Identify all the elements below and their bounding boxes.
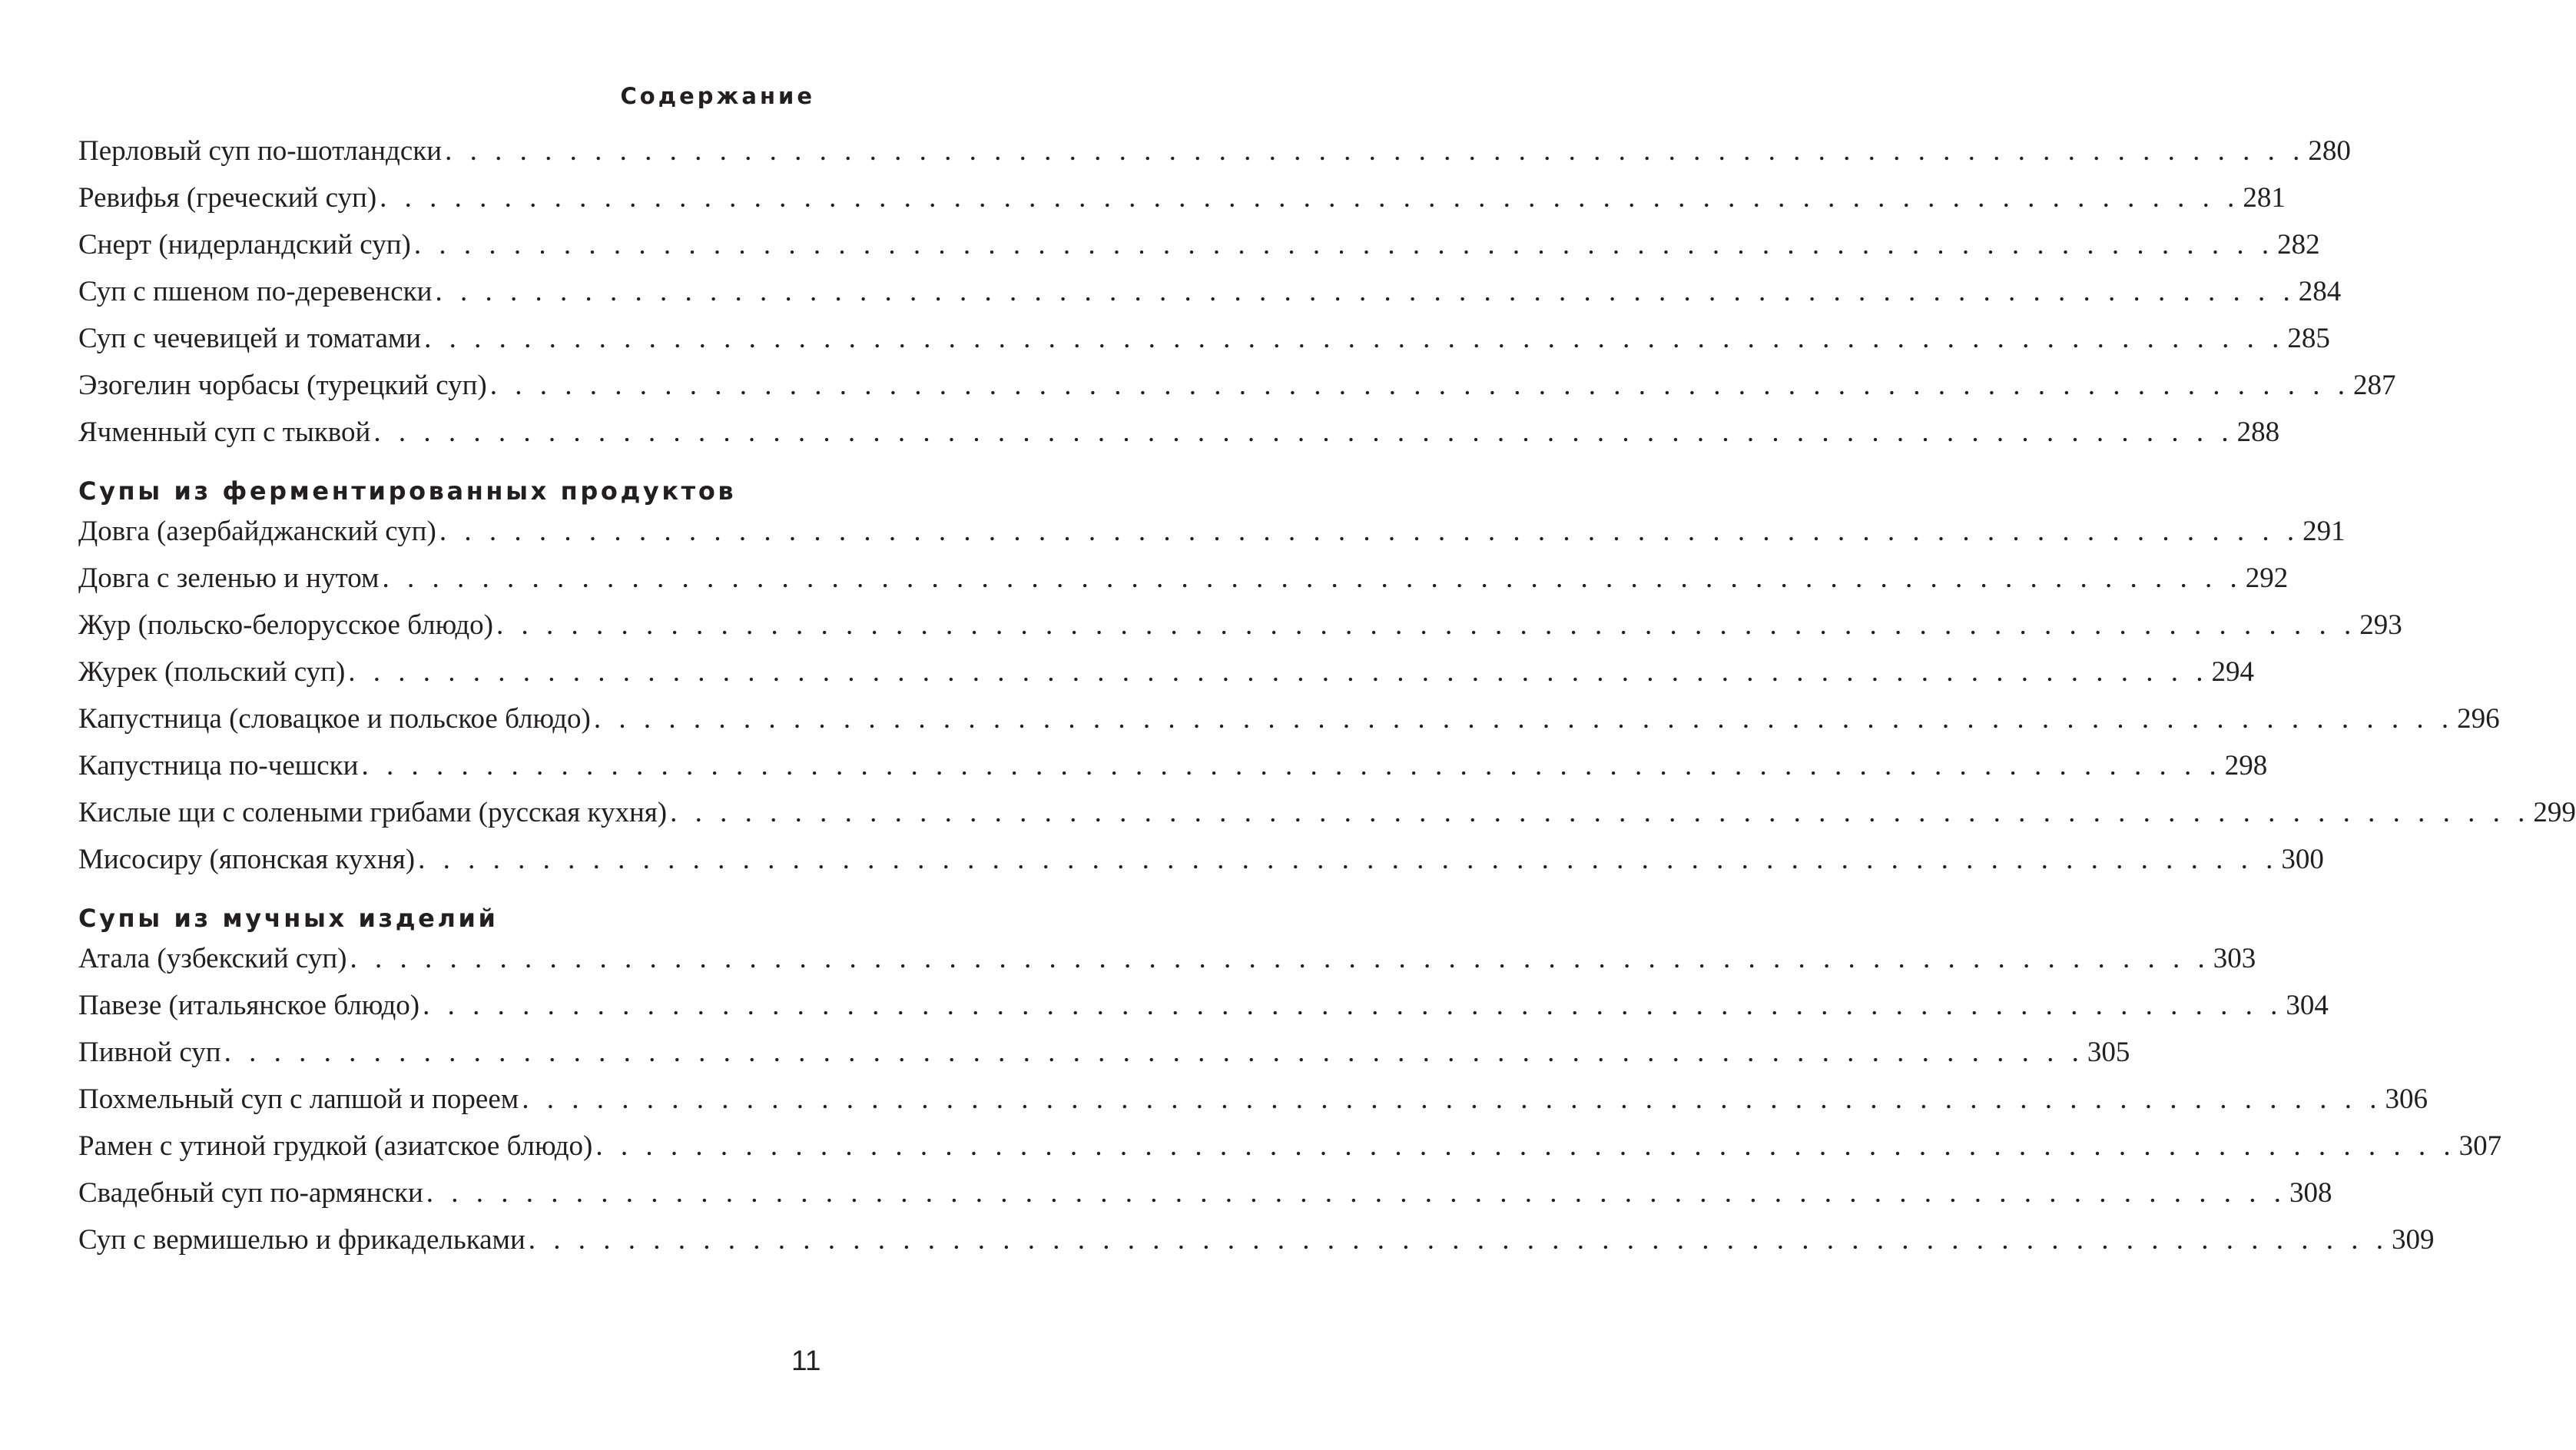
toc-entry xyxy=(78,609,2402,655)
toc-entry-title: Рамен с утиной грудкой (азиатское блюдо) xyxy=(78,1130,593,1162)
toc-entry xyxy=(78,416,2280,463)
dot-leader: . . . . . . . . . . . . . . . . . . . . . . . . . . . . . . . . . . . . . . . . . . . . . . . . . . . . . . . . . . . . . . . . . . . . . . . . . . . xyxy=(528,1224,2389,1256)
toc-entry xyxy=(78,1130,2502,1176)
toc-entry-title: Пивной суп xyxy=(78,1037,221,1068)
toc-entry xyxy=(78,989,2329,1036)
dot-leader: . . . . . . . . . . . . . . . . . . . . . . . . . . . . . . . . . . . . . . . . . . . . . . . . . . . . . . . . . . . . . . . . . . . . . . . . . . . xyxy=(670,797,2531,828)
toc-entry-page: 304 xyxy=(2286,990,2329,1021)
toc-entry-page: 284 xyxy=(2298,276,2342,307)
toc-entry-title: Журек (польский суп) xyxy=(78,656,346,688)
toc-entry-page: 308 xyxy=(2289,1177,2332,1209)
toc-entry-title: Довга (азербайджанский суп) xyxy=(78,516,436,547)
toc-entry xyxy=(78,515,2346,562)
toc-entry-title: Суп с пшеном по-деревенски xyxy=(78,276,433,307)
toc-entry xyxy=(78,322,2330,369)
toc-entry xyxy=(78,1083,2428,1130)
toc-entry-title: Жур (польско-белорусское блюдо) xyxy=(78,609,493,641)
toc-entry-page: 291 xyxy=(2302,516,2346,547)
dot-leader: . . . . . . . . . . . . . . . . . . . . . . . . . . . . . . . . . . . . . . . . . . . . . . . . . . . . . . . . . . . . . . . . . . . . . . . . . . . xyxy=(350,943,2210,974)
page-number: 11 xyxy=(791,1345,821,1376)
toc-entry-page: 281 xyxy=(2243,182,2286,214)
toc-entry xyxy=(78,275,2342,322)
toc-entry xyxy=(78,562,2289,609)
toc-entry-title: Капустница по-чешски xyxy=(78,750,359,781)
dot-leader: . . . . . . . . . . . . . . . . . . . . . . . . . . . . . . . . . . . . . . . . . . . . . . . . . . . . . . . . . . . . . . . . . . . . . . . . . . . xyxy=(380,182,2240,214)
toc-entry-title: Ревифья (греческий суп) xyxy=(78,182,377,214)
dot-leader: . . . . . . . . . . . . . . . . . . . . . . . . . . . . . . . . . . . . . . . . . . . . . . . . . . . . . . . . . . . . . . . . . . . . . . . . . . . xyxy=(445,135,2306,167)
toc-entry-page: 287 xyxy=(2353,370,2396,401)
toc-entry-title: Атала (узбекский суп) xyxy=(78,943,347,974)
toc-entry-page: 306 xyxy=(2385,1083,2428,1115)
running-head: Содержание xyxy=(620,83,815,109)
dot-leader: . . . . . . . . . . . . . . . . . . . . . . . . . . . . . . . . . . . . . . . . . . . . . . . . . . . . . . . . . . . . . . . . . . . . . . . . . . . xyxy=(418,844,2279,875)
dot-leader: . . . . . . . . . . . . . . . . . . . . . . . . . . . . . . . . . . . . . . . . . . . . . . . . . . . . . . . . . . . . . . . . . . . . . . . . . . . xyxy=(489,370,2350,401)
section-heading: Супы из ферментированных продуктов xyxy=(78,476,737,506)
toc-entry-title: Кислые щи с солеными грибами (русская кухня) xyxy=(78,797,668,828)
toc-entry-page: 300 xyxy=(2281,844,2324,875)
toc-entry-title: Снерт (нидерландский суп) xyxy=(78,229,411,260)
toc-entry-page: 296 xyxy=(2457,703,2500,735)
dot-leader: . . . . . . . . . . . . . . . . . . . . . . . . . . . . . . . . . . . . . . . . . . . . . . . . . . . . . . . . . . . . . . . . . . . . . . . . . . . xyxy=(435,276,2296,307)
dot-leader: . . . . . . . . . . . . . . . . . . . . . . . . . . . . . . . . . . . . . . . . . . . . . . . . . . . . . . . . . . . . . . . . . . . . . . . . . . . xyxy=(595,1130,2456,1162)
section-heading: Супы из мучных изделий xyxy=(78,904,499,933)
dot-leader: . . . . . . . . . . . . . . . . . . . . . . . . . . . . . . . . . . . . . . . . . . . . . . . . . . . . . . . . . . . . . . . . . . . . . . . . . . . xyxy=(424,323,2285,354)
toc-entry xyxy=(78,702,2500,749)
toc-entry-title: Похмельный суп с лапшой и пореем xyxy=(78,1083,519,1115)
toc-entry-page: 298 xyxy=(2224,750,2268,781)
toc-entry-page: 293 xyxy=(2359,609,2402,641)
toc-entry xyxy=(78,134,2351,181)
toc-entry-page: 282 xyxy=(2277,229,2320,260)
table-of-contents xyxy=(78,134,2576,1270)
toc-entry-title: Ячменный суп с тыквой xyxy=(78,416,371,448)
toc-entry xyxy=(78,1223,2435,1270)
dot-leader: . . . . . . . . . . . . . . . . . . . . . . . . . . . . . . . . . . . . . . . . . . . . . . . . . . . . . . . . . . . . . . . . . . . . . . . . . . . xyxy=(496,609,2357,641)
toc-entry xyxy=(78,655,2255,702)
toc-entry xyxy=(78,942,2256,989)
dot-leader: . . . . . . . . . . . . . . . . . . . . . . . . . . . . . . . . . . . . . . . . . . . . . . . . . . . . . . . . . . . . . . . . . . . . . . . . . . . xyxy=(382,562,2243,594)
toc-entry xyxy=(78,796,2576,843)
toc-entry xyxy=(78,228,2320,275)
toc-entry xyxy=(78,843,2324,890)
dot-leader: . . . . . . . . . . . . . . . . . . . . . . . . . . . . . . . . . . . . . . . . . . . . . . . . . . . . . . . . . . . . . . . . . . . . . . . . . . . xyxy=(224,1037,2084,1068)
toc-entry-page: 309 xyxy=(2392,1224,2435,1256)
toc-entry-page: 303 xyxy=(2213,943,2256,974)
toc-entry xyxy=(78,749,2268,796)
toc-entry-page: 307 xyxy=(2458,1130,2502,1162)
dot-leader: . . . . . . . . . . . . . . . . . . . . . . . . . . . . . . . . . . . . . . . . . . . . . . . . . . . . . . . . . . . . . . . . . . . . . . . . . . . xyxy=(439,516,2300,547)
dot-leader: . . . . . . . . . . . . . . . . . . . . . . . . . . . . . . . . . . . . . . . . . . . . . . . . . . . . . . . . . . . . . . . . . . . . . . . . . . . xyxy=(423,990,2283,1021)
toc-entry-page: 305 xyxy=(2087,1037,2130,1068)
dot-leader: . . . . . . . . . . . . . . . . . . . . . . . . . . . . . . . . . . . . . . . . . . . . . . . . . . . . . . . . . . . . . . . . . . . . . . . . . . . xyxy=(522,1083,2382,1115)
toc-entry-page: 299 xyxy=(2533,797,2576,828)
dot-leader: . . . . . . . . . . . . . . . . . . . . . . . . . . . . . . . . . . . . . . . . . . . . . . . . . . . . . . . . . . . . . . . . . . . . . . . . . . . xyxy=(593,703,2455,735)
dot-leader: . . . . . . . . . . . . . . . . . . . . . . . . . . . . . . . . . . . . . . . . . . . . . . . . . . . . . . . . . . . . . . . . . . . . . . . . . . . xyxy=(413,229,2275,260)
toc-entry-title: Перловый суп по-шотландски xyxy=(78,135,443,167)
toc-entry xyxy=(78,181,2286,228)
toc-entry-page: 285 xyxy=(2287,323,2330,354)
toc-entry-page: 292 xyxy=(2245,562,2289,594)
toc-entry-title: Капустница (словацкое и польское блюдо) xyxy=(78,703,591,735)
toc-entry xyxy=(78,1176,2332,1223)
toc-entry xyxy=(78,1036,2130,1083)
toc-entry-title: Эзогелин чорбасы (турецкий суп) xyxy=(78,370,487,401)
toc-entry-title: Суп с чечевицей и томатами xyxy=(78,323,422,354)
toc-entry-title: Павезе (итальянское блюдо) xyxy=(78,990,420,1021)
toc-entry-page: 280 xyxy=(2308,135,2351,167)
dot-leader: . . . . . . . . . . . . . . . . . . . . . . . . . . . . . . . . . . . . . . . . . . . . . . . . . . . . . . . . . . . . . . . . . . . . . . . . . . . xyxy=(373,416,2234,448)
dot-leader: . . . . . . . . . . . . . . . . . . . . . . . . . . . . . . . . . . . . . . . . . . . . . . . . . . . . . . . . . . . . . . . . . . . . . . . . . . . xyxy=(426,1177,2287,1209)
toc-entry xyxy=(78,369,2396,416)
toc-entry-title: Мисосиру (японская кухня) xyxy=(78,844,416,875)
dot-leader: . . . . . . . . . . . . . . . . . . . . . . . . . . . . . . . . . . . . . . . . . . . . . . . . . . . . . . . . . . . . . . . . . . . . . . . . . . . xyxy=(348,656,2209,688)
toc-entry-page: 294 xyxy=(2211,656,2255,688)
toc-entry-page: 288 xyxy=(2236,416,2280,448)
dot-leader: . . . . . . . . . . . . . . . . . . . . . . . . . . . . . . . . . . . . . . . . . . . . . . . . . . . . . . . . . . . . . . . . . . . . . . . . . . . xyxy=(361,750,2222,781)
toc-entry-title: Довга с зеленью и нутом xyxy=(78,562,380,594)
toc-entry-title: Суп с вермишелью и фрикадельками xyxy=(78,1224,525,1256)
toc-entry-title: Свадебный суп по-армянски xyxy=(78,1177,423,1209)
